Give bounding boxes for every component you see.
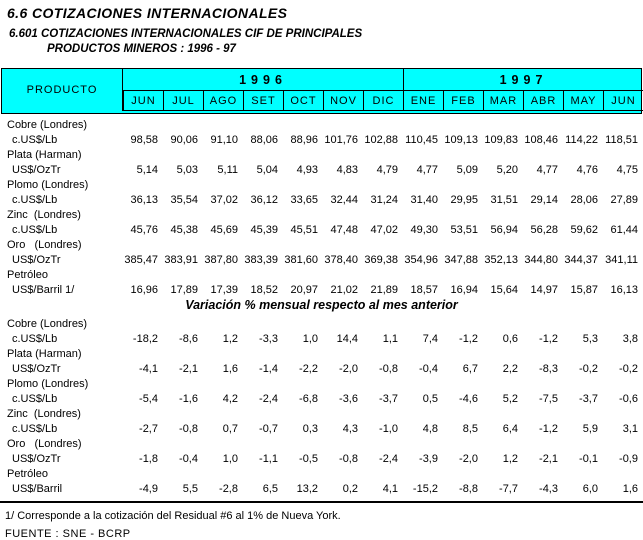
- product-unit: US$/Barril 1/: [12, 283, 75, 296]
- value-cell: 352,13: [484, 253, 518, 266]
- value-cell: 101,76: [324, 133, 358, 146]
- value-cell: -1,2: [539, 422, 558, 435]
- value-cell: 17,89: [170, 283, 198, 296]
- value-cell: -0,7: [259, 422, 278, 435]
- value-cell: 90,06: [170, 133, 198, 146]
- value-cell: 4,2: [222, 392, 238, 405]
- value-cell: 1,6: [222, 362, 238, 375]
- value-cell: 56,94: [490, 223, 518, 236]
- month-header-feb: FEB: [443, 90, 483, 111]
- value-cell: 0,2: [342, 482, 358, 495]
- value-cell: 47,48: [330, 223, 358, 236]
- value-cell: -1,8: [139, 452, 158, 465]
- value-cell: 36,13: [130, 193, 158, 206]
- value-cell: 14,4: [336, 332, 358, 345]
- value-cell: -0,8: [379, 362, 398, 375]
- value-cell: 1,2: [222, 332, 238, 345]
- value-cell: 378,40: [324, 253, 358, 266]
- value-cell: -0,1: [579, 452, 598, 465]
- value-cell: 4,8: [422, 422, 438, 435]
- year-header-1996: 1996: [239, 72, 287, 87]
- value-cell: 29,14: [530, 193, 558, 206]
- product-row: [1, 466, 642, 481]
- product-values-row: [1, 132, 642, 147]
- value-cell: 0,6: [502, 332, 518, 345]
- product-unit: US$/Barril: [12, 482, 63, 495]
- source-line: FUENTE : SNE - BCRP: [5, 528, 131, 540]
- value-cell: 5,03: [176, 163, 198, 176]
- month-header-ago: AGO: [203, 90, 243, 111]
- value-cell: 5,9: [582, 422, 598, 435]
- value-cell: 3,8: [622, 332, 638, 345]
- subtitle-line-1: 6.601 COTIZACIONES INTERNACIONALES CIF DE PRINCIPALES: [9, 28, 363, 40]
- product-name: Zinc (Londres): [7, 407, 81, 420]
- value-cell: 16,96: [130, 283, 158, 296]
- footnote: 1/ Corresponde a la cotización del Residual #6 al 1% de Nueva York.: [5, 510, 341, 522]
- value-cell: 28,06: [570, 193, 598, 206]
- value-cell: -2,0: [339, 362, 358, 375]
- value-cell: -1,4: [259, 362, 278, 375]
- value-cell: 88,96: [290, 133, 318, 146]
- value-cell: 109,13: [444, 133, 478, 146]
- value-cell: -6,8: [299, 392, 318, 405]
- value-cell: 381,60: [284, 253, 318, 266]
- value-cell: -2,1: [179, 362, 198, 375]
- table-subtitle: [9, 28, 643, 55]
- value-cell: 31,51: [490, 193, 518, 206]
- value-cell: 16,13: [610, 283, 638, 296]
- product-unit: c.US$/Lb: [12, 332, 58, 345]
- value-cell: 20,97: [290, 283, 318, 296]
- product-name: Zinc (Londres): [7, 208, 81, 221]
- product-values-row: [1, 451, 642, 466]
- value-cell: 5,20: [496, 163, 518, 176]
- value-cell: 5,04: [256, 163, 278, 176]
- value-cell: 61,44: [610, 223, 638, 236]
- product-row: [1, 177, 642, 192]
- levels-section: [1, 117, 642, 297]
- value-cell: 45,51: [290, 223, 318, 236]
- product-row: [1, 267, 642, 282]
- value-cell: 347,88: [444, 253, 478, 266]
- product-values-row: [1, 421, 642, 436]
- value-cell: -0,4: [419, 362, 438, 375]
- product-unit: c.US$/Lb: [12, 133, 58, 146]
- product-values-row: [1, 192, 642, 207]
- value-cell: 109,83: [484, 133, 518, 146]
- value-cell: 37,02: [210, 193, 238, 206]
- value-cell: -8,6: [179, 332, 198, 345]
- value-cell: 32,44: [330, 193, 358, 206]
- value-cell: -2,4: [259, 392, 278, 405]
- product-unit: c.US$/Lb: [12, 392, 58, 405]
- product-name: Plata (Harman): [7, 148, 82, 161]
- value-cell: 31,40: [410, 193, 438, 206]
- value-cell: 21,02: [330, 283, 358, 296]
- value-cell: 114,22: [565, 133, 598, 146]
- month-header-jun: JUN: [123, 90, 163, 111]
- page-title: 6.6 COTIZACIONES INTERNACIONALES: [7, 5, 288, 21]
- value-cell: -0,2: [619, 362, 638, 375]
- value-cell: 45,38: [170, 223, 198, 236]
- value-cell: 6,5: [262, 482, 278, 495]
- variation-section: [1, 316, 642, 496]
- value-cell: 4,79: [376, 163, 398, 176]
- value-cell: 45,76: [130, 223, 158, 236]
- value-cell: 4,1: [382, 482, 398, 495]
- value-cell: 15,64: [490, 283, 518, 296]
- value-cell: -2,8: [219, 482, 238, 495]
- value-cell: 4,93: [296, 163, 318, 176]
- product-row: [1, 237, 642, 252]
- value-cell: 0,3: [302, 422, 318, 435]
- value-cell: 17,39: [210, 283, 238, 296]
- product-values-row: [1, 331, 642, 346]
- value-cell: -18,2: [132, 332, 158, 345]
- product-name: Petróleo: [7, 467, 48, 480]
- value-cell: 4,77: [536, 163, 558, 176]
- value-cell: 383,39: [244, 253, 278, 266]
- value-cell: 6,7: [462, 362, 478, 375]
- value-cell: 383,91: [164, 253, 198, 266]
- value-cell: 387,80: [204, 253, 238, 266]
- value-cell: 6,0: [582, 482, 598, 495]
- value-cell: 27,89: [610, 193, 638, 206]
- value-cell: 14,97: [530, 283, 558, 296]
- month-header-jul: JUL: [163, 90, 203, 111]
- month-header-ene: ENE: [403, 90, 443, 111]
- value-cell: 5,11: [217, 163, 238, 176]
- value-cell: 110,45: [405, 133, 438, 146]
- product-unit: US$/OzTr: [12, 362, 61, 375]
- value-cell: -5,4: [139, 392, 158, 405]
- year-header-1997: 1997: [403, 69, 643, 90]
- value-cell: 5,5: [182, 482, 198, 495]
- product-name: Plata (Harman): [7, 347, 82, 360]
- value-cell: -7,5: [539, 392, 558, 405]
- value-cell: 4,83: [336, 163, 358, 176]
- value-cell: 7,4: [422, 332, 438, 345]
- value-cell: 47,02: [370, 223, 398, 236]
- value-cell: 5,14: [136, 163, 158, 176]
- value-cell: 369,38: [364, 253, 398, 266]
- value-cell: -7,7: [499, 482, 518, 495]
- product-values-row: [1, 222, 642, 237]
- value-cell: -4,6: [459, 392, 478, 405]
- value-cell: 15,87: [570, 283, 598, 296]
- value-cell: -1,2: [539, 332, 558, 345]
- value-cell: 2,2: [502, 362, 518, 375]
- value-cell: -8,8: [459, 482, 478, 495]
- month-header-mar: MAR: [483, 90, 523, 111]
- product-name: Cobre (Londres): [7, 118, 88, 131]
- value-cell: 91,10: [210, 133, 238, 146]
- value-cell: 344,37: [564, 253, 598, 266]
- column-header-producto: PRODUCTO: [2, 69, 123, 111]
- value-cell: 344,80: [524, 253, 558, 266]
- product-values-row: [1, 481, 642, 496]
- product-values-row: [1, 162, 642, 177]
- value-cell: 102,88: [364, 133, 398, 146]
- table-header: [1, 68, 642, 114]
- product-values-row: [1, 252, 642, 267]
- value-cell: 6,4: [502, 422, 518, 435]
- value-cell: 1,0: [302, 332, 318, 345]
- product-values-row: [1, 282, 642, 297]
- footer-divider: [0, 501, 643, 503]
- value-cell: 21,89: [370, 283, 398, 296]
- value-cell: 59,62: [570, 223, 598, 236]
- product-name: Oro (Londres): [7, 238, 82, 251]
- value-cell: -0,2: [579, 362, 598, 375]
- value-cell: 31,24: [370, 193, 398, 206]
- value-cell: 36,12: [250, 193, 278, 206]
- value-cell: 0,5: [422, 392, 438, 405]
- value-cell: 341,11: [605, 253, 638, 266]
- value-cell: 88,06: [250, 133, 278, 146]
- product-values-row: [1, 361, 642, 376]
- value-cell: -4,9: [139, 482, 158, 495]
- value-cell: -2,0: [459, 452, 478, 465]
- value-cell: 56,28: [530, 223, 558, 236]
- product-unit: US$/OzTr: [12, 253, 61, 266]
- value-cell: 3,1: [622, 422, 638, 435]
- value-cell: 118,51: [605, 133, 638, 146]
- value-cell: -0,6: [619, 392, 638, 405]
- value-cell: -8,3: [539, 362, 558, 375]
- value-cell: 1,1: [382, 332, 398, 345]
- product-row: [1, 207, 642, 222]
- value-cell: 5,3: [582, 332, 598, 345]
- value-cell: -3,7: [579, 392, 598, 405]
- value-cell: -1,6: [179, 392, 198, 405]
- product-name: Plomo (Londres): [7, 178, 89, 191]
- value-cell: -3,3: [259, 332, 278, 345]
- value-cell: 98,58: [130, 133, 158, 146]
- product-row: [1, 316, 642, 331]
- product-row: [1, 406, 642, 421]
- value-cell: 8,5: [462, 422, 478, 435]
- month-header-jun: JUN: [603, 90, 643, 111]
- value-cell: -0,5: [299, 452, 318, 465]
- month-header-abr: ABR: [523, 90, 563, 111]
- value-cell: 354,96: [404, 253, 438, 266]
- value-cell: 385,47: [124, 253, 158, 266]
- product-unit: c.US$/Lb: [12, 422, 58, 435]
- value-cell: -2,1: [539, 452, 558, 465]
- product-unit: US$/OzTr: [12, 163, 61, 176]
- subtitle-line-2: PRODUCTOS MINEROS : 1996 - 97: [47, 43, 236, 55]
- value-cell: -3,6: [339, 392, 358, 405]
- value-cell: 18,57: [410, 283, 438, 296]
- value-cell: -0,4: [179, 452, 198, 465]
- value-cell: -2,7: [139, 422, 158, 435]
- product-unit: c.US$/Lb: [12, 193, 58, 206]
- value-cell: 4,3: [342, 422, 358, 435]
- product-name: Oro (Londres): [7, 437, 82, 450]
- month-header-set: SET: [243, 90, 283, 111]
- value-cell: 1,0: [222, 452, 238, 465]
- value-cell: 4,75: [616, 163, 638, 176]
- product-name: Cobre (Londres): [7, 317, 88, 330]
- product-values-row: [1, 391, 642, 406]
- value-cell: -0,8: [179, 422, 198, 435]
- product-unit: c.US$/Lb: [12, 223, 58, 236]
- value-cell: -2,4: [379, 452, 398, 465]
- value-cell: 16,94: [450, 283, 478, 296]
- value-cell: 1,6: [622, 482, 638, 495]
- value-cell: -1,1: [259, 452, 278, 465]
- value-cell: -15,2: [412, 482, 438, 495]
- value-cell: 13,2: [296, 482, 318, 495]
- value-cell: 49,30: [410, 223, 438, 236]
- value-cell: 5,09: [456, 163, 478, 176]
- value-cell: 45,39: [250, 223, 278, 236]
- value-cell: -3,7: [379, 392, 398, 405]
- value-cell: 1,2: [502, 452, 518, 465]
- product-row: [1, 436, 642, 451]
- value-cell: 5,2: [502, 392, 518, 405]
- product-row: [1, 117, 642, 132]
- variation-heading: Variación % mensual respecto al mes anterior: [185, 298, 458, 312]
- product-name: Plomo (Londres): [7, 377, 89, 390]
- product-unit: US$/OzTr: [12, 452, 61, 465]
- value-cell: 53,51: [450, 223, 478, 236]
- month-header-oct: OCT: [283, 90, 323, 111]
- value-cell: -3,9: [419, 452, 438, 465]
- value-cell: 18,52: [250, 283, 278, 296]
- value-cell: 29,95: [450, 193, 478, 206]
- product-row: [1, 346, 642, 361]
- value-cell: -0,8: [339, 452, 358, 465]
- value-cell: -2,2: [299, 362, 318, 375]
- product-name: Petróleo: [7, 268, 48, 281]
- value-cell: -0,9: [619, 452, 638, 465]
- quotations-table: [1, 68, 642, 496]
- value-cell: 0,7: [222, 422, 238, 435]
- value-cell: -4,3: [539, 482, 558, 495]
- month-header-nov: NOV: [323, 90, 363, 111]
- month-header-may: MAY: [563, 90, 603, 111]
- value-cell: 4,76: [576, 163, 598, 176]
- product-row: [1, 147, 642, 162]
- month-header-dic: DIC: [363, 90, 403, 111]
- value-cell: 45,69: [210, 223, 238, 236]
- value-cell: 33,65: [290, 193, 318, 206]
- value-cell: 4,77: [416, 163, 438, 176]
- value-cell: -1,0: [379, 422, 398, 435]
- value-cell: -1,2: [459, 332, 478, 345]
- product-row: [1, 376, 642, 391]
- value-cell: -4,1: [139, 362, 158, 375]
- value-cell: 35,54: [170, 193, 198, 206]
- value-cell: 108,46: [524, 133, 558, 146]
